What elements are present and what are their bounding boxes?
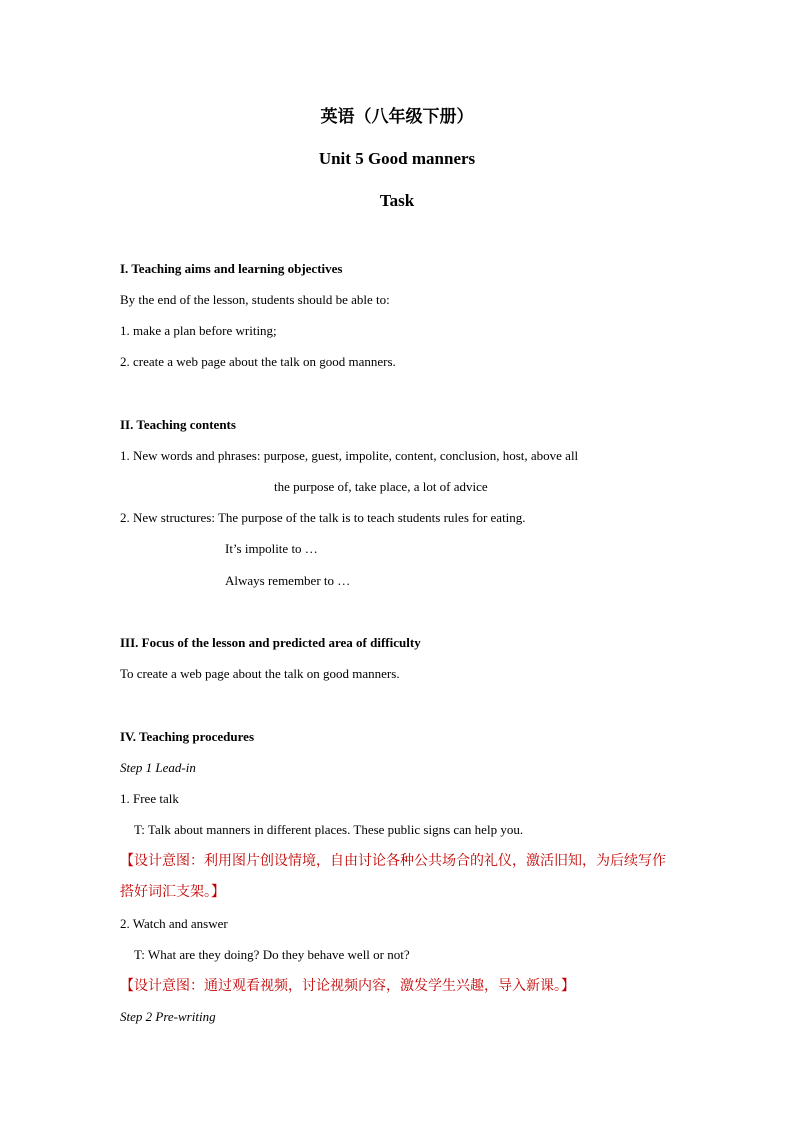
procedure-item-free-talk: 1. Free talk <box>120 791 179 806</box>
teacher-line-watch-answer: T: What are they doing? Do they behave well or not? <box>134 947 410 962</box>
design-intent-note-2: 【设计意图：通过观看视频，讨论视频内容，激发学生兴趣，导入新课。】 <box>120 978 575 994</box>
design-intent-note-1-line-1: 【设计意图：利用图片创设情境，自由讨论各种公共场合的礼仪，激活旧知，为后续写作 <box>120 853 666 869</box>
design-intent-note-1-line-2: 搭好词汇支架。】 <box>120 884 225 900</box>
section-1-intro: By the end of the lesson, students should be able to: <box>120 292 390 307</box>
section-3-text: To create a web page about the talk on good manners. <box>120 666 400 681</box>
new-words-line-1: 1. New words and phrases: purpose, guest, impolite, content, conclusion, host, above all <box>120 448 579 463</box>
teacher-line-free-talk: T: Talk about manners in different places. These public signs can help you. <box>134 822 524 837</box>
new-structures-line-3: Always remember to … <box>225 573 351 588</box>
new-structures-line-1: 2. New structures: The purpose of the talk is to teach students rules for eating. <box>120 510 526 525</box>
section-3-heading: III. Focus of the lesson and predicted area of difficulty <box>120 635 421 650</box>
lesson-title: Task <box>379 191 415 210</box>
document-subject-title: 英语（八年级下册） <box>320 107 474 126</box>
step-1-label: Step 1 Lead-in <box>120 760 196 775</box>
new-structures-line-2: It’s impolite to … <box>225 541 318 556</box>
objective-item-2: 2. create a web page about the talk on good manners. <box>120 354 396 369</box>
unit-title: Unit 5 Good manners <box>318 149 476 168</box>
section-4-heading: IV. Teaching procedures <box>120 729 255 744</box>
new-words-line-2: the purpose of, take place, a lot of advice <box>274 479 488 494</box>
procedure-item-watch-answer: 2. Watch and answer <box>120 916 228 931</box>
objective-item-1: 1. make a plan before writing; <box>120 323 277 338</box>
step-2-label: Step 2 Pre-writing <box>120 1009 216 1024</box>
section-1-heading: I. Teaching aims and learning objectives <box>120 261 343 276</box>
section-2-heading: II. Teaching contents <box>120 417 236 432</box>
